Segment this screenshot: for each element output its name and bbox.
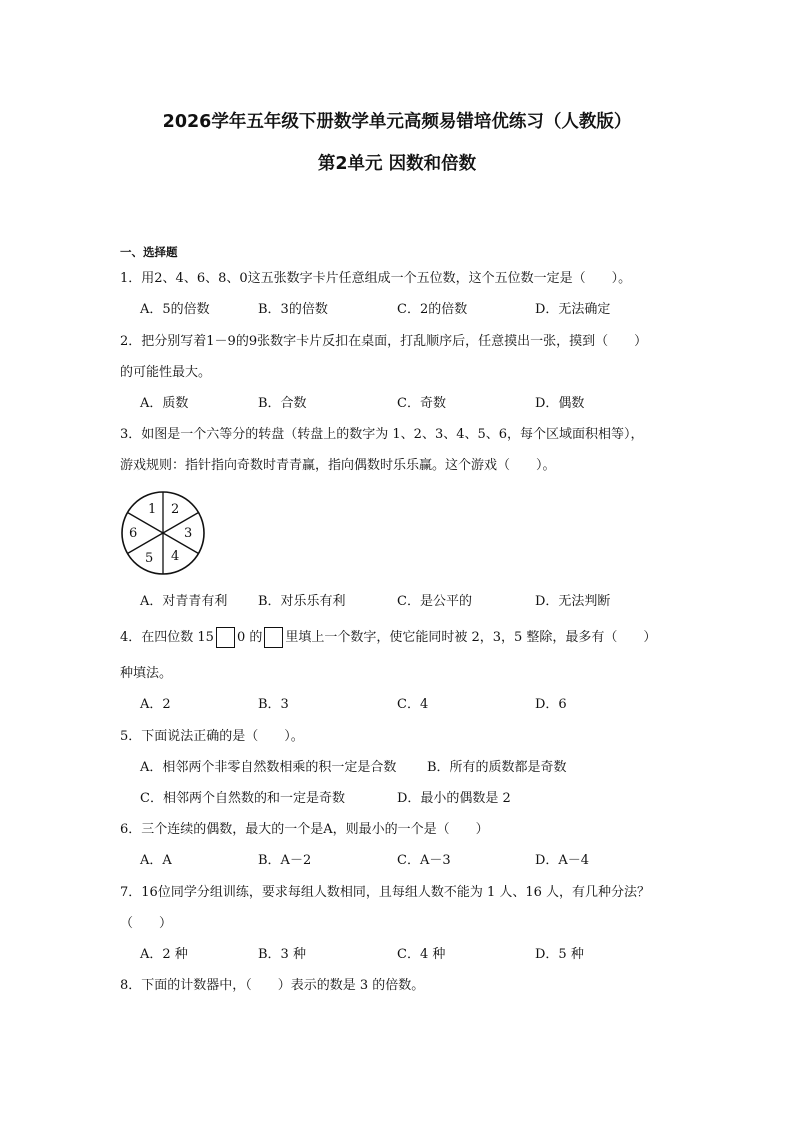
spinner-number-6: 6 bbox=[129, 526, 138, 541]
q2-option-c[interactable]: C．奇数 bbox=[397, 396, 446, 411]
q1-option-a[interactable]: A．5的倍数 bbox=[140, 302, 210, 317]
question-2-stem-line1: 2．把分别写着1－9的9张数字卡片反扣在桌面，打乱顺序后，任意摸出一张，摸到（ ） bbox=[120, 334, 648, 349]
question-2-stem-line2: 的可能性最大。 bbox=[120, 365, 212, 380]
question-1-stem: 1．用2、4、6、8、0这五张数字卡片任意组成一个五位数，这个五位数一定是（ ）。 bbox=[120, 271, 632, 286]
spinner-number-1: 1 bbox=[148, 502, 157, 517]
spinner-diagram bbox=[120, 490, 210, 576]
question-7-stem-line2: （ ） bbox=[120, 916, 173, 931]
q4-blank-box-ref bbox=[264, 627, 283, 648]
question-5-stem: 5．下面说法正确的是（ ）。 bbox=[120, 729, 304, 744]
q4-option-c[interactable]: C．4 bbox=[397, 697, 429, 712]
q5-option-d[interactable]: D．最小的偶数是 2 bbox=[397, 791, 511, 806]
q4-stem-part-a: 4．在四位数 15 bbox=[120, 630, 214, 645]
q7-option-b[interactable]: B．3 种 bbox=[258, 947, 306, 962]
spinner-number-5: 5 bbox=[145, 551, 154, 566]
q7-option-a[interactable]: A．2 种 bbox=[140, 947, 188, 962]
q4-blank-box[interactable] bbox=[216, 627, 235, 648]
page-title: 2026学年五年级下册数学单元高频易错培优练习（人教版） bbox=[162, 112, 632, 132]
q4-option-a[interactable]: A．2 bbox=[140, 697, 171, 712]
q4-option-d[interactable]: D．6 bbox=[535, 697, 567, 712]
q6-option-c[interactable]: C．A－3 bbox=[397, 853, 451, 868]
q2-option-a[interactable]: A．质数 bbox=[140, 396, 189, 411]
q6-option-b[interactable]: B．A－2 bbox=[258, 853, 312, 868]
question-8-stem: 8．下面的计数器中，（ ）表示的数是 3 的倍数。 bbox=[120, 978, 425, 993]
question-3-stem-line1: 3．如图是一个六等分的转盘（转盘上的数字为 1、2、3、4、5、6，每个区域面积相等）， bbox=[120, 427, 644, 442]
spinner-number-3: 3 bbox=[184, 526, 193, 541]
question-4-stem-line2: 种填法。 bbox=[120, 666, 173, 681]
page-subtitle: 第2单元 因数和倍数 bbox=[317, 154, 477, 174]
q7-option-d[interactable]: D．5 种 bbox=[535, 947, 584, 962]
q6-option-d[interactable]: D．A－4 bbox=[535, 853, 590, 868]
q5-option-a[interactable]: A．相邻两个非零自然数相乘的积一定是合数 bbox=[140, 760, 397, 775]
q4-option-b[interactable]: B．3 bbox=[258, 697, 289, 712]
spinner-number-2: 2 bbox=[171, 502, 180, 517]
q6-option-a[interactable]: A．A bbox=[140, 853, 172, 868]
q3-option-c[interactable]: C．是公平的 bbox=[397, 594, 472, 609]
q4-stem-part-b: 0 的 bbox=[236, 630, 263, 645]
spinner-number-4: 4 bbox=[171, 549, 180, 564]
q1-option-c[interactable]: C．2的倍数 bbox=[397, 302, 468, 317]
q1-option-d[interactable]: D．无法确定 bbox=[535, 302, 611, 317]
q2-option-d[interactable]: D．偶数 bbox=[535, 396, 585, 411]
section-heading: 一、选择题 bbox=[120, 245, 178, 259]
q7-option-c[interactable]: C．4 种 bbox=[397, 947, 446, 962]
q5-option-b[interactable]: B．所有的质数都是奇数 bbox=[427, 760, 567, 775]
question-6-stem: 6．三个连续的偶数，最大的一个是A，则最小的一个是（ ） bbox=[120, 822, 489, 837]
q1-option-b[interactable]: B．3的倍数 bbox=[258, 302, 328, 317]
question-3-stem-line2: 游戏规则：指针指向奇数时青青赢，指向偶数时乐乐赢。这个游戏（ ）。 bbox=[120, 458, 556, 473]
q3-option-a[interactable]: A．对青青有利 bbox=[140, 594, 228, 609]
q2-option-b[interactable]: B．合数 bbox=[258, 396, 307, 411]
q3-option-d[interactable]: D．无法判断 bbox=[535, 594, 611, 609]
q4-stem-part-c: 里填上一个数字，使它能同时被 2，3，5 整除，最多有（ ） bbox=[285, 630, 657, 645]
question-4-stem-line1 bbox=[120, 627, 656, 648]
q3-option-b[interactable]: B．对乐乐有利 bbox=[258, 594, 346, 609]
q5-option-c[interactable]: C．相邻两个自然数的和一定是奇数 bbox=[140, 791, 345, 806]
question-7-stem-line1: 7．16位同学分组训练，要求每组人数相同，且每组人数不能为 1 人、16 人，有几种分法？ bbox=[120, 885, 651, 900]
